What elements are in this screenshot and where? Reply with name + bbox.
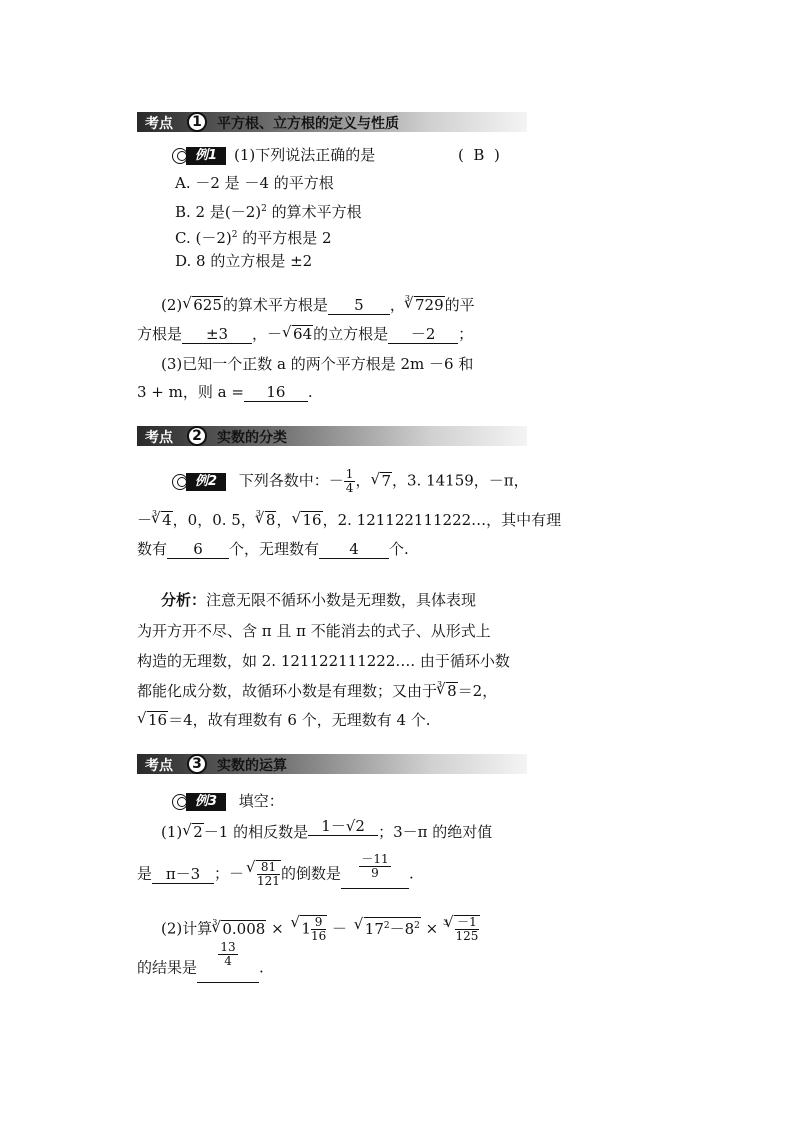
option-a: A. －2 是 －4 的平方根 xyxy=(175,174,334,192)
example-1-question-2-line-2: 方根是 ±3 ，－√ 64的立方根是 －2 ； xyxy=(137,324,473,344)
answer-blank: 1－√2 xyxy=(308,817,378,836)
example-1-answer: ( B ) xyxy=(458,146,500,164)
answer-blank: 16 xyxy=(244,383,308,402)
answer-blank: 6 xyxy=(167,540,229,559)
example-3-line-3: (2)计算$^3$√ 0.008 × √ 1 $\frac{9}{16}$ － √ $17^2-8^2 \times ^3$ √ $\frac{-1}{125}$ xyxy=(161,915,480,943)
answer-blank: 4 xyxy=(319,540,389,559)
section-header-2 xyxy=(137,426,527,446)
option-b: B. 2 是$(-2)^2$ 的算术平方根 xyxy=(175,203,362,221)
example-3-line-4: 的结果是 $\frac{13}{4}$ . xyxy=(137,955,264,983)
section-tag: 考点 xyxy=(145,758,173,774)
example-2-line-2: －$^3$√ 4，0，0. 5，$^3$√ 8，√ 16，2. 121122111222…，其中有理 xyxy=(137,510,561,533)
example-1-question-3-line-1: (3)已知一个正数 a 的两个平方根是 2m －6 和 xyxy=(161,355,474,373)
section-number-badge: 3 xyxy=(187,754,207,774)
example-3-line-2: 是 π－3 ；－ √ $\frac{81}{121}$ 的倒数是 $\frac{-11}{9}$ . xyxy=(137,860,414,889)
example-badge: 例2 xyxy=(172,473,228,491)
answer-blank: 5 xyxy=(328,296,390,315)
analysis-label: 分析： xyxy=(161,591,207,609)
section-title: 实数的运算 xyxy=(217,758,287,774)
section-tag: 考点 xyxy=(145,430,173,446)
section-title: 平方根、立方根的定义与性质 xyxy=(217,116,399,132)
analysis-line-5: √ 16＝4，故有理数有 6 个，无理数有 4 个. xyxy=(137,710,431,730)
section-number-badge: 1 xyxy=(187,112,207,132)
answer-blank: ±3 xyxy=(182,325,252,344)
example-1-question-3-line-2: 3 + m，则 a = 16 . xyxy=(137,383,313,401)
example-1-question-2-line-1: (2)√ 625的算术平方根是 5 ，$^3$√ 729的平 xyxy=(161,295,475,318)
example-2-line-3: 数有 6 个，无理数有 4 个. xyxy=(137,540,409,558)
example-3-line-1: (1)√ 2－1 的相反数是 1－√2 ；3－π 的绝对值 xyxy=(161,822,492,842)
example-3-header: 例3 填空： xyxy=(172,791,284,811)
example-badge: 例3 xyxy=(172,793,228,811)
answer-blank: －2 xyxy=(388,325,458,344)
example-2-line-1: 例2 下列各数中：－ $\frac{1}{4}$ ，√ 7，3. 14159，－π， xyxy=(172,468,529,495)
section-title: 实数的分类 xyxy=(217,430,287,446)
section-tag: 考点 xyxy=(145,116,173,132)
option-d: D. 8 的立方根是 ±2 xyxy=(175,252,313,270)
analysis-line-1: 分析：注意无限不循环小数是无理数，具体表现 xyxy=(161,591,477,609)
analysis-line-3: 构造的无理数，如 2. 121122111222…. 由于循环小数 xyxy=(137,652,510,670)
analysis-line-2: 为开方开不尽、含 π 且 π 不能消去的式子、从形式上 xyxy=(137,622,491,640)
section-header-1 xyxy=(137,112,527,132)
example-1-question-1: 例1 (1)下列说法正确的是 xyxy=(172,145,375,165)
answer-blank: $\frac{-11}{9}$ xyxy=(341,861,409,889)
example-badge: 例1 xyxy=(172,147,228,165)
option-c: C. $(-2)^2$ 的平方根是 2 xyxy=(175,229,332,247)
section-number-badge: 2 xyxy=(187,426,207,446)
answer-blank: π－3 xyxy=(152,865,214,884)
section-header-3 xyxy=(137,754,527,774)
answer-blank: $\frac{13}{4}$ xyxy=(197,955,259,983)
analysis-line-4: 都能化成分数，故循环小数是有理数；又由于$^3$√ 8＝2， xyxy=(137,681,497,704)
